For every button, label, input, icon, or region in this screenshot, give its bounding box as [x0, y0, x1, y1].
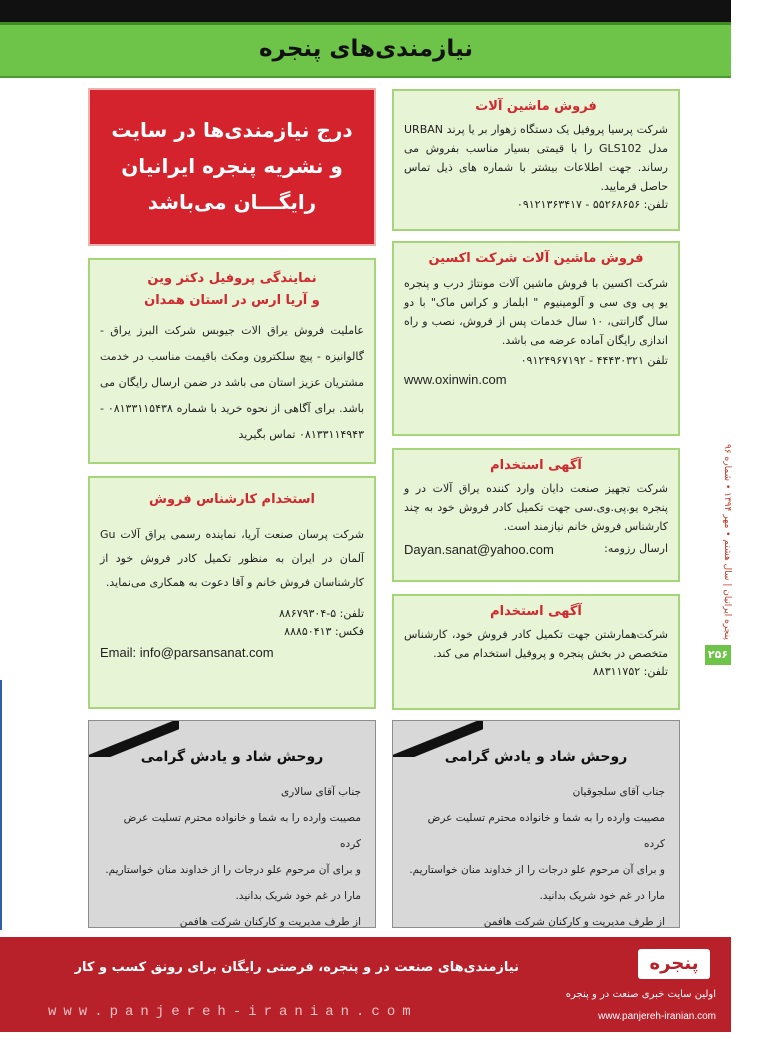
- condolence-title: روحش شاد و یادش گرامی: [140, 749, 324, 765]
- page-margin: [731, 0, 762, 1045]
- ad-body: شرکت اکسین با فروش ماشین آلات مونتاژ درب و پنجره یو پی وی سی و آلومینیوم " ابلماز و کراس ماک" با دو سال گارانتی، ۱۰ سال خدمات پس از فروش، نصب و راه اندازی رایگان آماده عرضه می باشد.: [404, 277, 668, 347]
- ad-title-line-1: نمایندگی پروفیل دکتر وین: [147, 271, 317, 286]
- footer-url-link[interactable]: www.panjereh-iranian.com: [48, 1004, 418, 1020]
- condolence-line-1: مصیبت وارده را به شما و خانواده محترم تسلیت عرض کرده: [123, 812, 361, 850]
- condolence-signature: از طرف مدیریت و کارکنان شرکت هافمن: [483, 916, 665, 928]
- condolence-signature: از طرف مدیریت و کارکنان شرکت هافمن: [179, 916, 361, 928]
- ad-website-link[interactable]: www.oxinwin.com: [404, 372, 507, 387]
- ad-body: عاملیت فروش یراق الات جیوبس شرکت البرز یراق - گالوانیزه - پیچ سلکترون ومکث باقیمت مناسب در خدمت مشتریان عزیز استان می باشد در ضمن ارسال رایگان می باشد. برای آگاهی از نحوه خرید با شماره ۰۸۱۳۳۱۱۵۴۳۸ - ۰۸۱۳۳۱۱۴۹۴۳ تماس بگیرید: [100, 324, 365, 441]
- condolence-box-left: [88, 720, 376, 928]
- ad-contact-row: [404, 540, 668, 558]
- top-dark-bar: [0, 0, 731, 22]
- ad-title: فروش ماشین آلات: [475, 99, 597, 114]
- condolence-recipient: جناب آقای سالاری: [280, 786, 361, 798]
- ad-profile-agency-hamedan: [88, 258, 376, 464]
- ad-title: استخدام کارشناس فروش: [149, 492, 315, 507]
- bottom-margin: [0, 1032, 731, 1045]
- ad-hiring-hamarshtan: [392, 594, 680, 710]
- ad-fax: فکس: ۸۸۸۵۰۴۱۳: [284, 625, 364, 638]
- page-number: ۲۵۶: [705, 645, 731, 665]
- edge-line: [0, 680, 2, 930]
- ad-hiring-parsan: [88, 476, 376, 709]
- footer-banner: [0, 937, 731, 1032]
- ad-title: آگهی استخدام: [490, 604, 582, 619]
- ad-title-line-2: و آریا ارس در استان همدان: [144, 293, 320, 308]
- condolence-line-2: و برای آن مرحوم علو درجات را از خداوند منان خواستاریم.: [105, 864, 361, 876]
- logo-mark: پنجره: [638, 949, 710, 979]
- header-rule: [0, 22, 731, 25]
- ad-phone: تلفن: ۵۵۲۶۸۶۵۶ - ۰۹۱۲۱۳۶۳۴۱۷: [516, 198, 668, 211]
- condolence-title: روحش شاد و یادش گرامی: [444, 749, 628, 765]
- condolence-recipient: جناب آقای سلجوقیان: [572, 786, 665, 798]
- ad-email-link[interactable]: Email: info@parsansanat.com: [100, 645, 274, 660]
- mourning-ribbon-icon: [393, 721, 483, 757]
- ad-machinery-sale: [392, 89, 680, 231]
- ad-phone: تلفن ۴۴۴۳۰۳۲۱ - ۰۹۱۲۴۹۶۷۱۹۲: [520, 354, 668, 367]
- banner-line-2: و نشریه پنجره ایرانیان: [121, 154, 343, 178]
- ad-phone: تلفن: ۵-۸۸۶۷۹۳۰۴: [278, 607, 364, 620]
- running-header: پنجره ایرانیان | سال هشتم • مهر ۱۳۹۴ • شماره ۹۶: [722, 444, 732, 640]
- brand-logo: [565, 945, 720, 1029]
- footer-slogan: نیازمندی‌های صنعت در و پنجره، فرصتی رایگان برای رونق کسب و کار: [74, 960, 519, 975]
- email-label: ارسال رزومه:: [604, 542, 668, 555]
- ad-oxin-machinery: [392, 241, 680, 436]
- mourning-ribbon-icon: [89, 721, 179, 757]
- ad-email-link[interactable]: Dayan.sanat@yahoo.com: [404, 541, 554, 557]
- condolence-line-1: مصیبت وارده را به شما و خانواده محترم تسلیت عرض کرده: [427, 812, 665, 850]
- ad-body: شرکت پرسیا پروفیل یک دستگاه زهوار بر یا پرند URBAN مدل GLS102 را با قیمتی بسیار مناسب بفروش می رساند. جهت اطلاعات بیشتر با شماره های ذیل تماس حاصل فرمایید.: [404, 123, 668, 193]
- ad-title: آگهی استخدام: [490, 458, 582, 473]
- ad-title: فروش ماشین آلات شرکت اکسین: [428, 251, 644, 266]
- condolence-line-2: و برای آن مرحوم علو درجات را از خداوند منان خواستاریم.: [409, 864, 665, 876]
- ad-phone: تلفن: ۸۸۳۱۱۷۵۲: [592, 665, 668, 678]
- page-title: نیازمندی‌های پنجره: [258, 36, 473, 62]
- free-listing-banner: [88, 88, 376, 246]
- ad-body: شرکت پرسان صنعت آریا، نماینده رسمی یراق آلات Gu آلمان در ایران به منظور تکمیل کادر فروش خود از کارشناسان فروش خانم و آقا دعوت به همکاری می‌نماید.: [100, 528, 364, 589]
- logo-url-link[interactable]: www.panjereh-iranian.com: [598, 1011, 716, 1022]
- ad-hiring-dayan: [392, 448, 680, 582]
- ad-body: شرکت تجهیز صنعت دایان وارد کننده یراق آلات در و پنجره یو.پی.وی.سی جهت تکمیل کادر فروش خود به چند کارشناس فروش خانم نیازمند است.: [404, 482, 668, 533]
- logo-tagline: اولین سایت خبری صنعت در و پنجره: [565, 989, 716, 1000]
- condolence-box-right: [392, 720, 680, 928]
- condolence-line-3: مارا در غم خود شریک بدانید.: [539, 890, 665, 902]
- banner-line-3: رایگـــان می‌باشد: [147, 190, 317, 214]
- ad-body: شرکت‌همارشتن جهت تکمیل کادر فروش خود، کارشناس متخصص در بخش پنجره و پروفیل استخدام می کند.: [404, 628, 668, 660]
- banner-line-1: درج نیازمندی‌ها در سایت: [111, 118, 353, 142]
- condolence-line-3: مارا در غم خود شریک بدانید.: [235, 890, 361, 902]
- section-header: [0, 22, 731, 78]
